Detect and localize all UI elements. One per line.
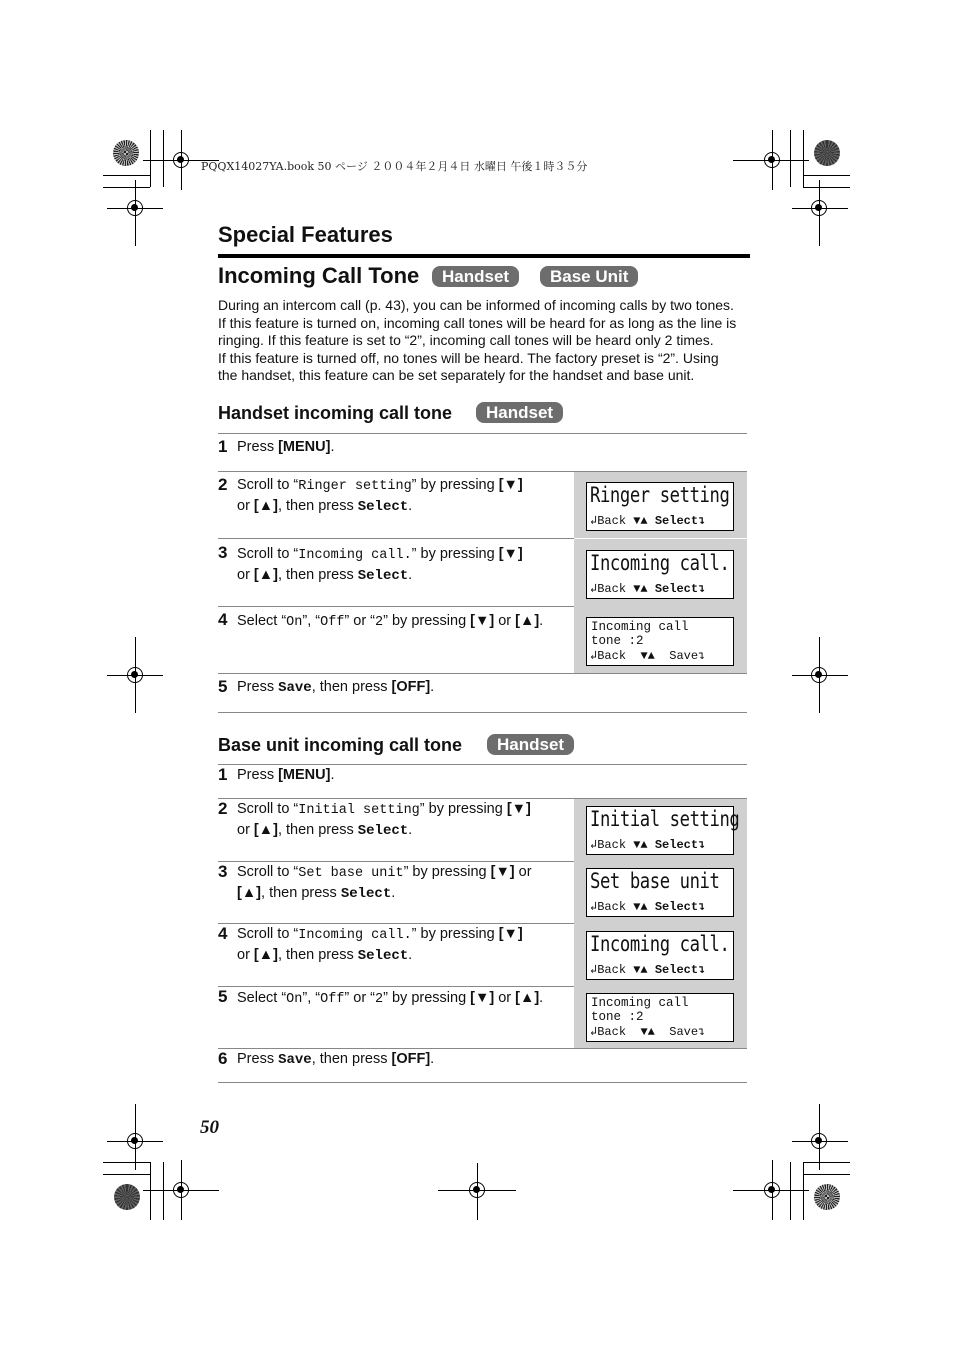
text: . (408, 821, 413, 838)
page-number: 50 (200, 1117, 219, 1138)
registration-mark-icon (764, 152, 780, 168)
lcd-soft-keys (590, 513, 705, 528)
soft-key: Select (357, 498, 409, 515)
divider (218, 538, 574, 539)
back-softkey: ↲Back (590, 963, 627, 977)
crop-mark (150, 1162, 151, 1220)
registration-mark-icon (811, 667, 827, 683)
step-number: 5 (218, 987, 228, 1006)
lcd-text (591, 620, 689, 648)
color-bar-icon (113, 140, 139, 166)
registration-mark-icon (811, 200, 827, 216)
lcd-soft-keys (590, 899, 705, 914)
divider (218, 673, 747, 674)
color-bar-icon (114, 1184, 140, 1210)
text: Press (237, 1051, 279, 1067)
crop-mark (103, 1174, 150, 1175)
handset-section-title: Handset incoming call tone (218, 403, 453, 423)
menu-item: Initial setting (298, 803, 420, 818)
up-key: [▲] (253, 821, 278, 838)
text: , then press (311, 1051, 392, 1067)
intro-line: If this feature is turned on, incoming call tones will be heard for as long as the line is (218, 314, 737, 331)
intro-paragraph (218, 297, 748, 385)
step-text (237, 1050, 567, 1071)
down-key: [▼] (506, 801, 531, 817)
down-key: [▼] (498, 546, 523, 562)
step-number: 6 (218, 1049, 228, 1068)
scroll-arrows-icon: ▼▲ (633, 838, 648, 852)
text: , then press (311, 679, 392, 695)
text: Scroll to “ (237, 926, 299, 942)
option: On (286, 992, 303, 1007)
text: ” by pressing (419, 801, 507, 817)
registration-mark-icon (173, 152, 189, 168)
text: or (237, 821, 254, 838)
option: Off (320, 615, 345, 630)
menu-key: [MENU] (278, 439, 331, 455)
soft-key: Save (278, 680, 312, 696)
handset-badge: Handset (432, 266, 519, 287)
text: ” by pressing (411, 477, 499, 493)
crop-mark (803, 175, 850, 176)
step-text (237, 989, 577, 1010)
text: . (430, 679, 435, 695)
down-key: [▼] (490, 864, 515, 880)
lcd-soft-keys (590, 962, 705, 977)
step-text (237, 612, 577, 633)
title-rule (218, 254, 750, 258)
step-number: 1 (218, 437, 228, 456)
text: ” by pressing (383, 990, 471, 1006)
text: . (408, 497, 413, 514)
crop-mark (103, 175, 150, 176)
text: . (430, 1051, 435, 1067)
divider (218, 433, 747, 434)
scroll-arrows-icon: ▼▲ (640, 1025, 655, 1039)
divider (218, 606, 574, 607)
option: 2 (375, 992, 384, 1007)
text: ”, “ (302, 613, 321, 629)
intro-line: the handset, this feature can be set separately for the handset and base unit. (218, 367, 695, 384)
lcd-soft-keys (590, 837, 705, 852)
select-softkey: Select↴ (654, 838, 706, 852)
soft-key: Select (357, 567, 409, 584)
color-bar-icon (814, 140, 840, 166)
step-number: 3 (218, 543, 228, 562)
text: Press (237, 679, 279, 695)
lcd-display (586, 806, 740, 855)
text: ” by pressing (383, 613, 471, 629)
up-key: [▲] (515, 990, 540, 1006)
lcd-line: tone :2 (591, 1010, 644, 1024)
crop-mark (163, 1162, 164, 1220)
text: Press (237, 439, 279, 455)
handset-section-badge: Handset (476, 402, 563, 423)
crop-mark (803, 187, 850, 188)
base-unit-badge: Base Unit (540, 266, 638, 287)
menu-item: Incoming call. (298, 928, 412, 943)
up-key: [▲] (253, 566, 278, 583)
section-title: Special Features (218, 222, 393, 247)
select-softkey: Select↴ (654, 963, 706, 977)
text: , then press (277, 497, 358, 514)
soft-key: Select (340, 885, 392, 902)
text: . (408, 566, 413, 583)
registration-mark-icon (811, 1133, 827, 1149)
registration-mark-icon (469, 1182, 485, 1198)
text: , then press (261, 884, 341, 901)
lcd-text: Set base unit (590, 869, 720, 893)
text: . (539, 990, 544, 1006)
registration-mark-icon (127, 200, 143, 216)
lcd-display (586, 617, 734, 666)
text: or (237, 566, 254, 583)
text: Press (237, 767, 279, 783)
text: Scroll to “ (237, 546, 299, 562)
step-number: 5 (218, 677, 228, 696)
option: 2 (375, 615, 384, 630)
lcd-text: Incoming call. (590, 551, 730, 575)
lcd-display (586, 550, 734, 599)
up-key: [▲] (237, 884, 262, 901)
option: Off (320, 992, 345, 1007)
text: . (391, 884, 396, 901)
intro-line: ringing. If this feature is set to “2”, incoming call tones will be heard only 2 times. (218, 332, 714, 349)
back-softkey: ↲Back (590, 582, 627, 596)
text: or (514, 864, 532, 880)
down-key: [▼] (470, 990, 495, 1006)
text: Select “ (237, 990, 287, 1006)
registration-mark-icon (127, 667, 143, 683)
lcd-soft-keys (590, 648, 705, 663)
crop-mark (790, 1162, 791, 1220)
menu-item: Incoming call. (298, 548, 412, 563)
divider (218, 764, 747, 765)
menu-key: [MENU] (278, 767, 331, 783)
text: ”, “ (302, 990, 321, 1006)
crop-mark (103, 1162, 150, 1163)
divider (218, 986, 574, 987)
text: or (494, 613, 516, 629)
scroll-arrows-icon: ▼▲ (633, 582, 648, 596)
text: . (408, 946, 413, 963)
lcd-soft-keys (590, 1024, 705, 1039)
lcd-text: Ringer setting (590, 483, 730, 507)
select-softkey: Select↴ (654, 514, 706, 528)
lcd-text: Incoming call. (590, 932, 730, 956)
intro-line: If this feature is turned off, no tones will be heard. The factory preset is “2”. Using (218, 349, 719, 366)
text: . (539, 613, 544, 629)
step-text (237, 678, 567, 699)
step-text (237, 925, 567, 966)
registration-mark-icon (127, 1133, 143, 1149)
menu-item: Set base unit (298, 866, 404, 881)
scroll-arrows-icon: ▼▲ (633, 963, 648, 977)
text: or (494, 990, 516, 1006)
soft-key: Select (357, 947, 409, 964)
down-key: [▼] (498, 926, 523, 942)
lcd-line: tone :2 (591, 634, 644, 648)
off-key: [OFF] (391, 679, 431, 695)
step-number: 4 (218, 610, 228, 629)
text: Scroll to “ (237, 801, 299, 817)
crop-mark (150, 130, 151, 187)
divider (218, 1082, 747, 1083)
base-section-title: Base unit incoming call tone (218, 735, 463, 755)
crop-mark (163, 130, 164, 187)
text: , then press (277, 821, 358, 838)
back-softkey: ↲Back (590, 514, 627, 528)
up-key: [▲] (515, 613, 540, 629)
down-key: [▼] (470, 613, 495, 629)
divider (218, 923, 574, 924)
crop-mark (803, 1174, 850, 1175)
lcd-line: Incoming call (591, 996, 689, 1010)
text: , then press (277, 946, 358, 963)
color-bar-icon (814, 1184, 840, 1210)
step-text (237, 545, 567, 586)
soft-key: Save (278, 1052, 312, 1068)
down-key: [▼] (498, 477, 523, 493)
menu-item: Ringer setting (298, 479, 412, 494)
lcd-display (586, 931, 734, 980)
soft-key: Select (357, 822, 409, 839)
step-number: 3 (218, 862, 228, 881)
lcd-display (586, 993, 734, 1042)
text: ” or “ (344, 613, 376, 629)
up-key: [▲] (253, 497, 278, 514)
crop-mark (803, 1162, 850, 1163)
step-number: 1 (218, 765, 228, 784)
save-softkey: Save↴ (669, 649, 706, 663)
scroll-arrows-icon: ▼▲ (633, 514, 648, 528)
text: Scroll to “ (237, 864, 299, 880)
divider (218, 861, 574, 862)
crop-mark (790, 130, 791, 187)
step-text (237, 438, 567, 458)
step-text (237, 476, 567, 517)
back-softkey: ↲Back (590, 838, 627, 852)
text: . (330, 439, 335, 455)
base-section-badge: Handset (487, 734, 574, 755)
divider (218, 1048, 747, 1049)
text: or (237, 497, 254, 514)
lcd-text: Initial setting (590, 807, 740, 831)
crop-mark (803, 130, 804, 187)
text: Scroll to “ (237, 477, 299, 493)
text: or (237, 946, 254, 963)
step-number: 2 (218, 799, 228, 818)
text: ” by pressing (411, 546, 499, 562)
text: ” by pressing (403, 864, 491, 880)
step-text (237, 863, 567, 904)
text: Select “ (237, 613, 287, 629)
scroll-arrows-icon: ▼▲ (633, 900, 648, 914)
lcd-line: Incoming call (591, 620, 689, 634)
lcd-soft-keys (590, 581, 705, 596)
step-number: 2 (218, 475, 228, 494)
option: On (286, 615, 303, 630)
lcd-text (591, 996, 689, 1024)
step-number: 4 (218, 924, 228, 943)
text: . (330, 767, 335, 783)
registration-mark-icon (764, 1182, 780, 1198)
crop-mark (803, 1162, 804, 1220)
save-softkey: Save↴ (669, 1025, 706, 1039)
select-softkey: Select↴ (654, 582, 706, 596)
back-softkey: ↲Back (590, 1025, 627, 1039)
step-text (237, 766, 567, 786)
off-key: [OFF] (391, 1051, 431, 1067)
scroll-arrows-icon: ▼▲ (640, 649, 655, 663)
crop-mark (103, 187, 150, 188)
registration-mark-icon (173, 1182, 189, 1198)
select-softkey: Select↴ (654, 900, 706, 914)
intro-line: During an intercom call (p. 43), you can be informed of incoming calls by two tones. (218, 297, 734, 313)
divider (218, 712, 747, 713)
lcd-display (586, 482, 734, 531)
text: ” or “ (344, 990, 376, 1006)
back-softkey: ↲Back (590, 649, 627, 663)
file-info: PQQX14027YA.book 50 ページ ２００４年２月４日 水曜日 午後１時３５分 (201, 160, 588, 173)
back-softkey: ↲Back (590, 900, 627, 914)
text: ” by pressing (411, 926, 499, 942)
text: , then press (277, 566, 358, 583)
lcd-display (586, 868, 734, 917)
step-text (237, 800, 567, 841)
page-title: Incoming Call Tone (218, 263, 420, 288)
up-key: [▲] (253, 946, 278, 963)
